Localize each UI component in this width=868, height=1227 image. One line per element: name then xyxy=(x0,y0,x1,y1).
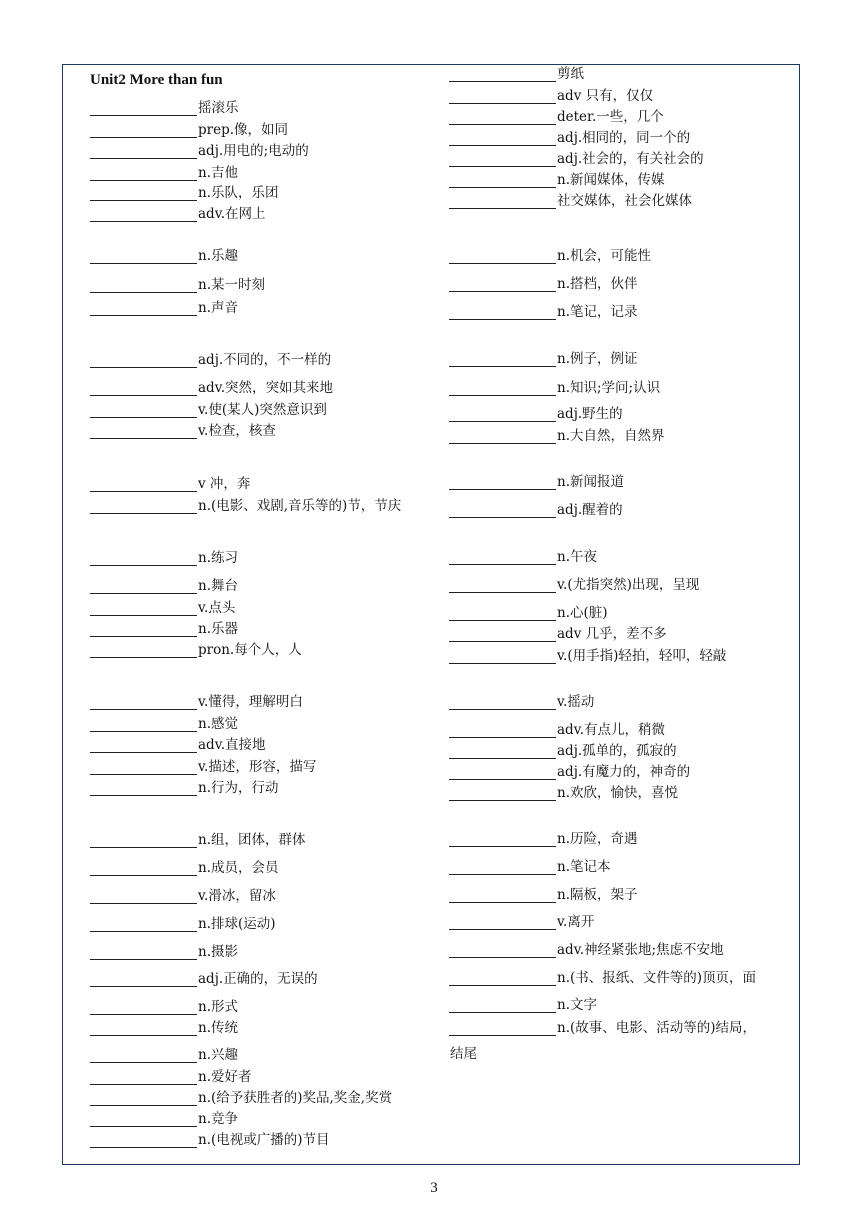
definition-text: v.使(某人)突然意识到 xyxy=(198,402,327,418)
definition-text: v.检查，核查 xyxy=(198,423,276,439)
definition-text: n.组，团体，群体 xyxy=(198,832,306,848)
left-vocab-row xyxy=(90,574,238,594)
left-vocab-row xyxy=(90,755,316,775)
answer-blank[interactable] xyxy=(449,65,556,82)
left-vocab-row xyxy=(90,398,327,418)
definition-text: n.某一时刻 xyxy=(198,277,265,293)
answer-blank[interactable] xyxy=(90,247,197,264)
left-vocab-row xyxy=(90,776,279,796)
answer-blank[interactable] xyxy=(449,192,556,209)
answer-blank[interactable] xyxy=(449,303,556,320)
definition-text: n.吉他 xyxy=(198,165,238,181)
right-vocab-row xyxy=(449,126,690,146)
answer-blank[interactable] xyxy=(449,171,556,188)
left-vocab-row xyxy=(90,995,238,1015)
right-vocab-row xyxy=(449,545,597,565)
right-vocab-row xyxy=(449,781,678,801)
left-vocab-row xyxy=(90,1016,238,1036)
definition-text: v 冲，奔 xyxy=(198,476,251,492)
definition-text: n.(书、报纸、文件等的)顶页，面 xyxy=(557,970,757,986)
right-vocab-row xyxy=(449,376,660,396)
definition-text: n.(故事、电影、活动等的)结局， xyxy=(557,1020,757,1036)
answer-blank[interactable] xyxy=(90,1046,197,1063)
definition-text: n.例子，例证 xyxy=(557,351,638,367)
left-vocab-row xyxy=(90,1107,238,1127)
right-vocab-row xyxy=(449,760,690,780)
definition-text: n.练习 xyxy=(198,550,238,566)
left-vocab-row xyxy=(90,546,238,566)
definition-text: n.声音 xyxy=(198,300,238,316)
left-vocab-row xyxy=(90,161,238,181)
answer-blank[interactable] xyxy=(449,87,556,104)
answer-blank[interactable] xyxy=(90,779,197,796)
definition-text: v.(尤指突然)出现，呈现 xyxy=(557,577,700,593)
left-vocab-row xyxy=(90,472,250,492)
definition-text: n.午夜 xyxy=(557,549,597,565)
left-vocab-row xyxy=(90,244,238,264)
left-vocab-row xyxy=(90,712,238,732)
definition-text: adv.突然，突如其来地 xyxy=(198,380,334,396)
answer-blank[interactable] xyxy=(90,121,197,138)
left-vocab-row xyxy=(90,617,238,637)
right-vocab-row xyxy=(449,966,756,986)
answer-blank[interactable] xyxy=(90,620,197,637)
definition-text: adv 只有，仅仅 xyxy=(557,88,654,104)
left-vocab-row xyxy=(90,202,266,222)
left-vocab-row xyxy=(90,967,318,987)
definition-text: v.滑冰，留冰 xyxy=(198,888,276,904)
answer-blank[interactable] xyxy=(90,577,197,594)
definition-text: v.懂得，理解明白 xyxy=(198,694,303,710)
left-vocab-row xyxy=(90,856,279,876)
left-vocab-row xyxy=(90,376,333,396)
definition-text: adj.社会的，有关社会的 xyxy=(557,151,704,167)
definition-text: n.行为，行动 xyxy=(198,780,279,796)
right-vocab-row xyxy=(449,855,611,875)
definition-text: n.心(脏) xyxy=(557,605,608,621)
answer-blank[interactable] xyxy=(90,205,197,222)
left-vocab-row xyxy=(90,139,309,159)
definition-text: adj.有魔力的，神奇的 xyxy=(557,764,691,780)
answer-blank[interactable] xyxy=(449,501,556,518)
answer-blank[interactable] xyxy=(449,625,556,642)
definition-text: n.历险，奇遇 xyxy=(557,831,638,847)
definition-text: n.乐器 xyxy=(198,621,238,637)
right-vocab-row xyxy=(449,244,651,264)
right-vocab-row xyxy=(449,883,638,903)
left-vocab-row xyxy=(90,1086,392,1106)
right-vocab-row xyxy=(449,105,664,125)
answer-blank[interactable] xyxy=(90,998,197,1015)
answer-blank[interactable] xyxy=(449,405,556,422)
answer-blank[interactable] xyxy=(449,996,556,1013)
answer-blank[interactable] xyxy=(449,473,556,490)
left-vocab-row xyxy=(90,884,276,904)
answer-blank[interactable] xyxy=(449,1019,556,1036)
left-vocab-row xyxy=(90,733,266,753)
right-vocab-row xyxy=(449,424,665,444)
definition-text: n.大自然，自然界 xyxy=(557,428,665,444)
answer-blank[interactable] xyxy=(90,422,197,439)
left-vocab-row xyxy=(90,419,276,439)
definition-text: n.舞台 xyxy=(198,578,238,594)
definition-text: n.摄影 xyxy=(198,944,238,960)
definition-text: v.(用手指)轻拍，轻叩，轻敲 xyxy=(557,648,727,664)
definition-text: v.点头 xyxy=(198,600,236,616)
definition-text: n.笔记本 xyxy=(557,859,611,875)
right-vocab-row xyxy=(449,622,667,642)
right-vocab-row xyxy=(449,718,665,738)
answer-blank[interactable] xyxy=(449,763,556,780)
answer-blank[interactable] xyxy=(449,830,556,847)
answer-blank[interactable] xyxy=(90,1110,197,1127)
definition-text: n.乐队，乐团 xyxy=(198,185,279,201)
right-vocab-row xyxy=(449,272,638,292)
definition-text: n.(电影、戏剧,音乐等的)节，节庆 xyxy=(198,498,402,514)
answer-blank[interactable] xyxy=(90,1131,197,1148)
right-vocab-row xyxy=(449,993,597,1013)
right-vocab-row xyxy=(449,573,699,593)
left-vocab-row xyxy=(90,596,235,616)
right-vocab-row xyxy=(449,601,608,621)
right-vocab-row xyxy=(449,827,638,847)
definition-text: pron.每个人，人 xyxy=(198,642,302,658)
left-vocab-row xyxy=(90,96,239,116)
answer-blank[interactable] xyxy=(90,164,197,181)
answer-blank[interactable] xyxy=(90,970,197,987)
answer-blank[interactable] xyxy=(90,1019,197,1036)
definition-text: n.知识;学问;认识 xyxy=(557,380,661,396)
answer-blank[interactable] xyxy=(449,129,556,146)
answer-blank[interactable] xyxy=(90,549,197,566)
answer-blank[interactable] xyxy=(90,497,197,514)
answer-blank[interactable] xyxy=(449,427,556,444)
right-vocab-row xyxy=(449,300,638,320)
left-vocab-row xyxy=(90,638,302,658)
answer-blank[interactable] xyxy=(90,276,197,293)
answer-blank[interactable] xyxy=(449,647,556,664)
definition-text: n.新闻媒体，传媒 xyxy=(557,172,665,188)
left-vocab-row xyxy=(90,1065,252,1085)
definition-text: adj.醒着的 xyxy=(557,502,623,518)
right-vocab-row xyxy=(449,690,594,710)
answer-blank[interactable] xyxy=(90,1068,197,1085)
definition-text: n.机会，可能性 xyxy=(557,248,651,264)
answer-blank[interactable] xyxy=(90,142,197,159)
definition-text: deter.一些，几个 xyxy=(557,109,664,125)
left-vocab-row xyxy=(90,1043,238,1063)
answer-blank[interactable] xyxy=(90,758,197,775)
definition-text: n.隔板，架子 xyxy=(557,887,638,903)
answer-blank[interactable] xyxy=(90,915,197,932)
answer-blank[interactable] xyxy=(90,351,197,368)
definition-text: v.描述，形容，描写 xyxy=(198,759,317,775)
answer-blank[interactable] xyxy=(449,858,556,875)
answer-blank[interactable] xyxy=(90,1089,197,1106)
right-vocab-row xyxy=(449,910,594,930)
definition-text: n.爱好者 xyxy=(198,1069,252,1085)
definition-text: v.摇动 xyxy=(557,694,595,710)
definition-text: n.乐趣 xyxy=(198,248,238,264)
answer-blank[interactable] xyxy=(449,379,556,396)
definition-text: adj.野生的 xyxy=(557,406,623,422)
page-number: 3 xyxy=(430,1180,438,1196)
definition-text: adv 几乎，差不多 xyxy=(557,626,667,642)
definition-text: 剪纸 xyxy=(557,66,584,82)
definition-text: n.形式 xyxy=(198,999,238,1015)
right-vocab-row xyxy=(449,1016,756,1036)
right-vocab-row xyxy=(449,498,623,518)
right-vocab-row xyxy=(449,347,638,367)
right-vocab-row xyxy=(449,402,623,422)
right-vocab-row xyxy=(449,470,624,490)
definition-text: n.搭档，伙伴 xyxy=(557,276,638,292)
definition-text: adv.在网上 xyxy=(198,206,266,222)
definition-text: n.成员，会员 xyxy=(198,860,279,876)
answer-blank[interactable] xyxy=(90,599,197,616)
answer-blank[interactable] xyxy=(449,784,556,801)
right-vocab-row xyxy=(449,938,724,958)
answer-blank[interactable] xyxy=(90,299,197,316)
left-vocab-row xyxy=(90,940,238,960)
answer-blank[interactable] xyxy=(90,379,197,396)
answer-blank[interactable] xyxy=(449,721,556,738)
definition-text: adv.直接地 xyxy=(198,737,266,753)
answer-blank[interactable] xyxy=(90,184,197,201)
answer-blank[interactable] xyxy=(449,576,556,593)
answer-blank[interactable] xyxy=(90,859,197,876)
continuation-text: 结尾 xyxy=(450,1046,477,1062)
definition-text: adv.神经紧张地;焦虑不安地 xyxy=(557,942,724,958)
definition-text: n.笔记，记录 xyxy=(557,304,638,320)
definition-text: adj.用电的;电动的 xyxy=(198,143,309,159)
answer-blank[interactable] xyxy=(90,943,197,960)
definition-text: adj.不同的，不一样的 xyxy=(198,352,332,368)
answer-blank[interactable] xyxy=(90,475,197,492)
unit-title: Unit2 More than fun xyxy=(90,72,223,88)
answer-blank[interactable] xyxy=(90,887,197,904)
definition-text: adj.孤单的，孤寂的 xyxy=(557,743,677,759)
answer-blank[interactable] xyxy=(90,736,197,753)
definition-text: n.排球(运动) xyxy=(198,916,276,932)
answer-blank[interactable] xyxy=(449,913,556,930)
left-vocab-row xyxy=(90,181,279,201)
left-vocab-row xyxy=(90,118,288,138)
answer-blank[interactable] xyxy=(90,641,197,658)
definition-text: n.竞争 xyxy=(198,1111,238,1127)
right-vocab-row xyxy=(449,147,704,167)
answer-blank[interactable] xyxy=(449,150,556,167)
left-vocab-row xyxy=(90,296,238,316)
answer-blank[interactable] xyxy=(90,693,197,710)
answer-blank[interactable] xyxy=(449,969,556,986)
definition-text: n.欢欣，愉快，喜悦 xyxy=(557,785,678,801)
right-vocab-row xyxy=(449,644,726,664)
definition-text: adj.正确的，无误的 xyxy=(198,971,318,987)
definition-text: n.(给予获胜者的)奖品,奖金,奖赏 xyxy=(198,1090,393,1106)
answer-blank[interactable] xyxy=(90,401,197,418)
answer-blank[interactable] xyxy=(90,715,197,732)
definition-text: n.兴趣 xyxy=(198,1047,238,1063)
right-vocab-row xyxy=(449,739,677,759)
answer-blank[interactable] xyxy=(449,108,556,125)
answer-blank[interactable] xyxy=(449,886,556,903)
answer-blank[interactable] xyxy=(449,350,556,367)
definition-text: n.感觉 xyxy=(198,716,238,732)
answer-blank[interactable] xyxy=(90,831,197,848)
right-vocab-row xyxy=(449,62,584,82)
definition-text: n.文字 xyxy=(557,997,597,1013)
definition-text: n.传统 xyxy=(198,1020,238,1036)
answer-blank[interactable] xyxy=(90,99,197,116)
definition-text: 摇滚乐 xyxy=(198,100,239,116)
answer-blank[interactable] xyxy=(449,941,556,958)
left-vocab-row xyxy=(90,1128,330,1148)
right-vocab-row xyxy=(449,168,665,188)
definition-text: adv.有点儿，稍微 xyxy=(557,722,666,738)
answer-blank[interactable] xyxy=(449,604,556,621)
answer-blank[interactable] xyxy=(449,548,556,565)
left-vocab-row xyxy=(90,348,331,368)
left-vocab-row xyxy=(90,690,303,710)
definition-text: n.新闻报道 xyxy=(557,474,624,490)
definition-text: adj.相同的，同一个的 xyxy=(557,130,691,146)
answer-blank[interactable] xyxy=(449,275,556,292)
definition-text: n.(电视或广播的)节目 xyxy=(198,1132,330,1148)
definition-text: v.离开 xyxy=(557,914,595,930)
definition-text: 社交媒体，社会化媒体 xyxy=(557,193,692,209)
answer-blank[interactable] xyxy=(449,247,556,264)
left-vocab-row xyxy=(90,273,265,293)
definition-text: prep.像，如同 xyxy=(198,122,289,138)
left-vocab-row xyxy=(90,494,401,514)
answer-blank[interactable] xyxy=(449,742,556,759)
answer-blank[interactable] xyxy=(449,693,556,710)
left-vocab-row xyxy=(90,912,276,932)
left-vocab-row xyxy=(90,828,306,848)
right-vocab-row xyxy=(449,189,692,209)
right-vocab-row xyxy=(449,84,653,104)
